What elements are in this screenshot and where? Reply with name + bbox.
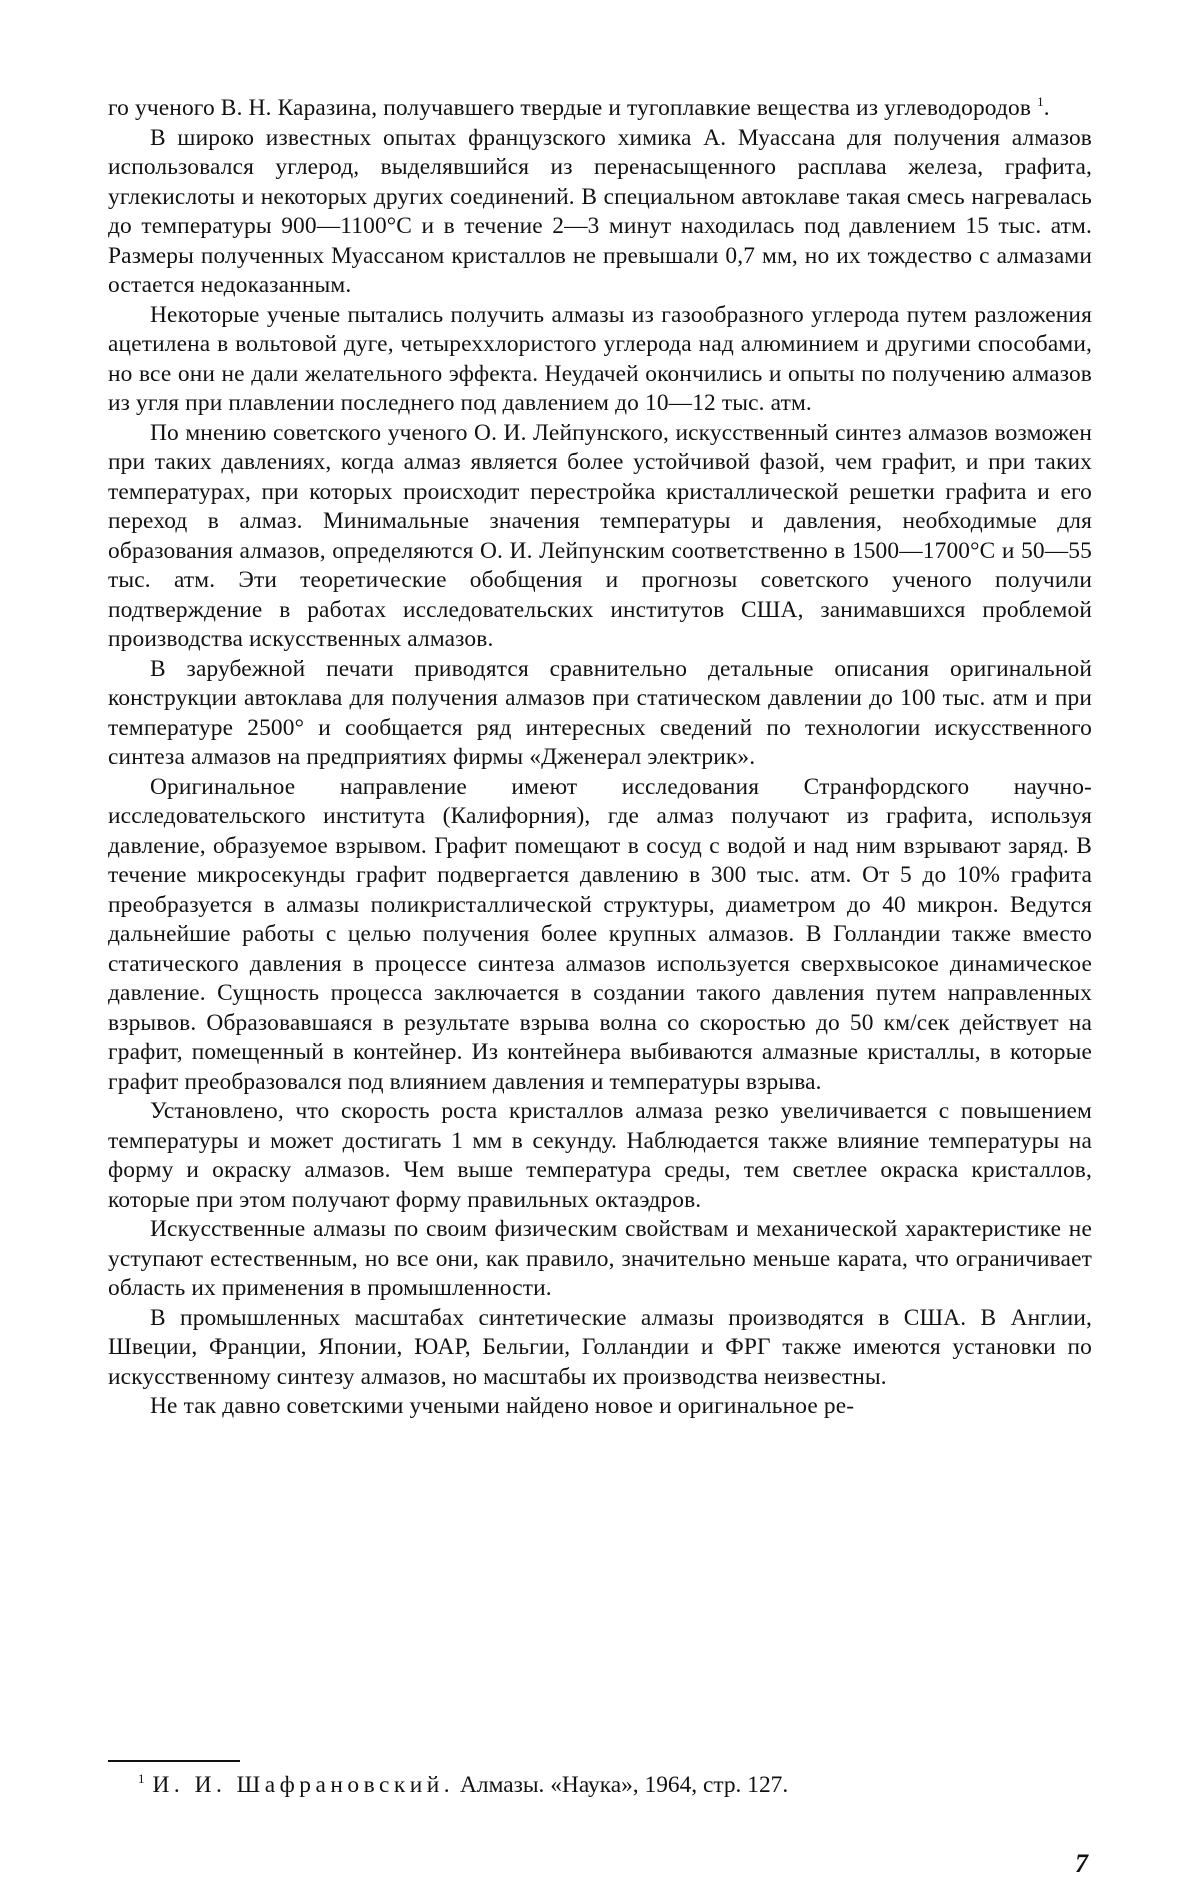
footnote-citation: Алмазы. «Наука», 1964, стр. 127.	[460, 1772, 789, 1798]
paragraph-5: В зарубежной печати приводятся сравнительно детальные описания оригинальной конструкции автоклава для получения алмазов при статическом давлении до 100 тыс. атм и при температуре 2500° и сообщается ряд интересных сведений по технологии искусственного синтеза алмазов на предприятиях фирмы «Дженерал электрик».	[108, 655, 1092, 770]
paragraph-1	[108, 94, 1092, 124]
paragraph-1-end: .	[1043, 95, 1050, 121]
paragraph-3: Некоторые ученые пытались получить алмазы из газообразного углерода путем разложения ацетилена в вольтовой дуге, четыреххлористого углерода над алюминием и другими способами, но все они не дали желательного эффекта. Неудачей окончились и опыты по получению алмазов из угля при плавлении последнего под давлением до 10—12 тыс. атм.	[108, 301, 1092, 416]
paragraph-7: Установлено, что скорость роста кристаллов алмаза резко увеличивается с повышением температуры и может достигать 1 мм в секунду. Наблюдается также влияние температуры на форму и окраску алмазов. Чем выше температура среды, тем светлее окраска кристаллов, которые при этом получают форму правильных октаэдров.	[108, 1098, 1092, 1213]
document-page	[108, 94, 1092, 1422]
paragraph-8: Искусственные алмазы по своим физическим свойствам и механической характеристике не уступают естественным, но все они, как правило, значительно меньше карата, что ограничивает область их применения в промышленности.	[108, 1216, 1092, 1301]
paragraph-6: Оригинальное направление имеют исследования Странфордского научно-исследовательского института (Калифорния), где алмаз получают из графита, используя давление, образуемое взрывом. Графит помещают в сосуд с водой и над ним взрывают заряд. В течение микросекунды графит подвергается давлению в 300 тыс. атм. От 5 до 10% графита преобразуется в алмазы поликристаллической структуры, диаметром до 40 микрон. Ведутся дальнейшие работы с целью получения более крупных алмазов. В Голландии также вместо статического давления в процессе синтеза алмазов используется сверхвысокое динамическое давление. Сущность процесса заключается в создании такого давления путем направленных взрывов. Образовавшаяся в результате взрыва волна со скоростью до 50 км/сек действует на графит, помещенный в контейнер. Из контейнера выбиваются алмазные кристаллы, в которые графит преобразовался под влиянием давления и температуры взрыва.	[108, 773, 1092, 1095]
footnote-mark: 1	[138, 1771, 145, 1787]
paragraph-2: В широко известных опытах французского химика А. Муассана для получения алмазов использовался углерод, выделявшийся из перенасыщенного расплава железа, графита, углекислоты и некоторых других соединений. В специальном автоклаве такая смесь нагревалась до температуры 900—1100°С и в течение 2—3 минут находилась под давлением 15 тыс. атм. Размеры полученных Муассаном кристаллов не превышали 0,7 мм, но их тождество с алмазами остается недоказанным.	[108, 124, 1092, 298]
footnote	[138, 1770, 1038, 1800]
paragraph-10: Не так давно советскими учеными найдено новое и оригинальное ре-	[150, 1393, 855, 1419]
paragraph-9: В промышленных масштабах синтетические алмазы производятся в США. В Англии, Швеции, Франции, Японии, ЮАР, Бельгии, Голландии и ФРГ также имеются установки по искусственному синтезу алмазов, но масштабы их производства неизвестны.	[108, 1304, 1092, 1390]
footnote-divider	[108, 1760, 240, 1762]
paragraph-1-text: го ученого В. Н. Каразина, получавшего твердые и тугоплавкие вещества из углеводородов	[108, 95, 1032, 121]
footnote-reference: 1	[1037, 94, 1044, 110]
page-number: 7	[1075, 1849, 1088, 1878]
paragraph-4: По мнению советского ученого О. И. Лейпунского, искусственный синтез алмазов возможен при таких давлениях, когда алмаз является более устойчивой фазой, чем графит, и при таких температурах, при которых происходит перестройка кристаллической решетки графита и его переход в алмаз. Минимальные значения температуры и давления, необходимые для образования алмазов, определяются О. И. Лейпунским соответственно в 1500—1700°С и 50—55 тыс. атм. Эти теоретические обобщения и прогнозы советского ученого получили подтверждение в работах исследовательских институтов США, занимавшихся проблемой производства искусственных алмазов.	[108, 419, 1092, 652]
body-text	[108, 94, 1092, 1422]
footnote-author: И. И. Шафрановский.	[152, 1772, 455, 1798]
